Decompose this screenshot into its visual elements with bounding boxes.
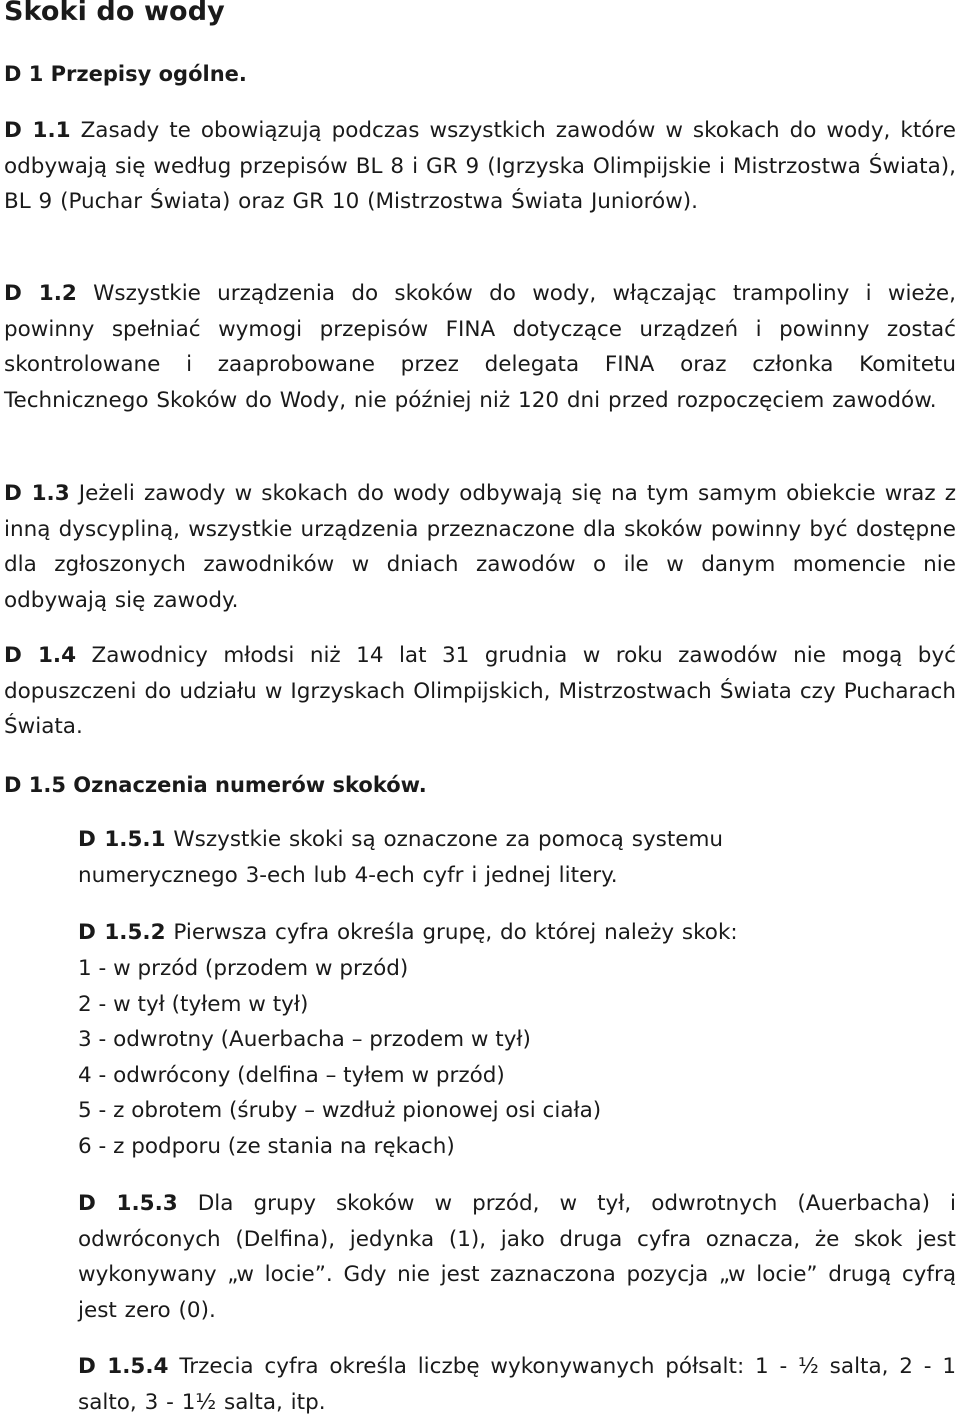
- document-title: Skoki do wody: [4, 0, 225, 27]
- paragraph-d1-4: [4, 638, 956, 745]
- section-heading-d1: D 1 Przepisy ogólne.: [4, 62, 247, 86]
- paragraph-number: D 1.5.3: [78, 1191, 178, 1216]
- paragraph-text: Dla grupy skoków w przód, w tył, odwrotnych (Auerbacha) i odwróconych (Delfina), jedynka (1), jako druga cyfra oznacza, że skok jest wykonywany „w locie”. Gdy nie jest zaznaczona pozycja „w locie” drugą cyfrą jest zero (0).: [78, 1191, 956, 1323]
- paragraph-number: D 1.4: [4, 643, 77, 668]
- paragraph-text: Wszystkie urządzenia do skoków do wody, włączając trampoliny i wieże, powinny spełniać wymogi przepisów FINA dotyczące urządzeń i powinny zostać skontrolowane i zaaprobowane przez delegata FINA oraz członka Komitetu Technicznego Skoków do Wody, nie później niż 120 dni przed rozpoczęciem zawodów.: [4, 281, 956, 413]
- dive-group-list: [78, 951, 601, 1164]
- paragraph-d1-2: [4, 276, 956, 418]
- list-item: 1 - w przód (przodem w przód): [78, 956, 409, 981]
- list-item: 2 - w tył (tyłem w tył): [78, 991, 309, 1017]
- paragraph-text: Jeżeli zawody w skokach do wody odbywają się na tym samym obiekcie wraz z inną dyscypliną, wszystkie urządzenia przeznaczone dla skoków powinny być dostępne dla zgłoszonych zawodników w dniach zawodów o ile w danym momencie nie odbywają się zawody.: [4, 481, 957, 613]
- list-item: 3 - odwrotny (Auerbacha – przodem w tył): [78, 1027, 531, 1052]
- paragraph-d1-5-3: [78, 1186, 956, 1328]
- paragraph-d1-5-1: [78, 822, 778, 893]
- paragraph-number: D 1.5.4: [78, 1354, 169, 1379]
- list-item: 6 - z podporu (ze stania na rękach): [78, 1133, 455, 1159]
- paragraph-text: Zasady te obowiązują podczas wszystkich zawodów w skokach do wody, które odbywają się według przepisów BL 8 i GR 9 (Igrzyska Olimpijskie i Mistrzostwa Świata), BL 9 (Puchar Świata) oraz GR 10 (Mistrzostwa Świata Juniorów).: [4, 118, 956, 214]
- paragraph-number: D 1.1: [4, 118, 71, 143]
- list-item: 4 - odwrócony (delfina – tyłem w przód): [78, 1062, 505, 1088]
- paragraph-text: Zawodnicy młodsi niż 14 lat 31 grudnia w roku zawodów nie mogą być dopuszczeni do udziału w Igrzyskach Olimpijskich, Mistrzostwach Świata czy Pucharach Świata.: [4, 643, 956, 739]
- section-heading-d1-5: D 1.5 Oznaczenia numerów skoków.: [4, 773, 427, 797]
- paragraph-number: D 1.5.1: [78, 827, 166, 852]
- paragraph-d1-1: [4, 113, 956, 220]
- paragraph-number: D 1.5.2: [78, 920, 166, 945]
- paragraph-d1-5-2: [78, 915, 956, 951]
- list-item: 5 - z obrotem (śruby – wzdłuż pionowej osi ciała): [78, 1098, 602, 1123]
- paragraph-text: Trzecia cyfra określa liczbę wykonywanych półsalt: 1 - ½ salta, 2 - 1 salto, 3 - 1½ salta, itp.: [78, 1354, 956, 1415]
- paragraph-text: Pierwsza cyfra określa grupę, do której należy skok:: [165, 920, 738, 945]
- paragraph-d1-3: [4, 476, 956, 618]
- paragraph-number: D 1.3: [4, 481, 70, 506]
- paragraph-text: Wszystkie skoki są oznaczone za pomocą systemu numerycznego 3-ech lub 4-ech cyfr i jednej litery.: [78, 827, 724, 888]
- paragraph-d1-5-4: [78, 1349, 956, 1420]
- paragraph-number: D 1.2: [4, 281, 77, 306]
